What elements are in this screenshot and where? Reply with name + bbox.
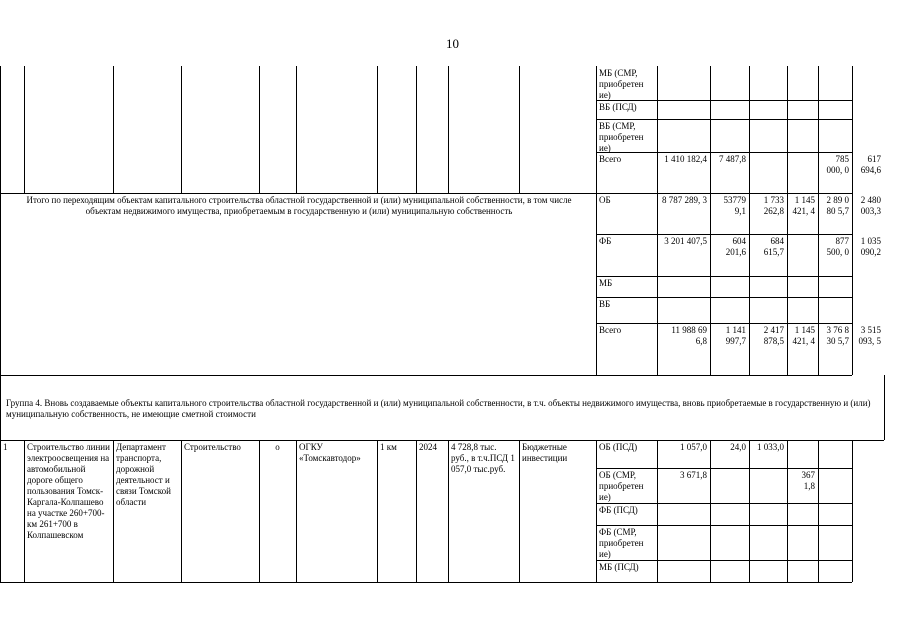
grid-line xyxy=(377,440,378,582)
amount-cell: 7 487,8 xyxy=(719,154,746,164)
grid-line xyxy=(852,193,853,375)
grid-line xyxy=(710,66,711,193)
amount-cell: 785 000, 0 xyxy=(826,154,849,175)
grid-line xyxy=(596,323,852,324)
amount-cell: 8 787 289, 3 xyxy=(662,195,707,205)
amount-cell: 2 89 0 80 5,7 xyxy=(826,195,849,216)
table-row-border xyxy=(0,375,852,376)
grid-line xyxy=(0,66,1,193)
grid-line xyxy=(259,66,260,193)
group4-heading: Группа 4. Вновь создаваемые объекты капитального строительства областной государственной и (или) муниципальной собственности, в т.ч. объекты недвижимого имущества, вновь приобретаемые в государственную и (или) муниципальную собственность, не имеющие сметной стоимости xyxy=(6,398,871,419)
grid-line xyxy=(448,66,449,193)
grid-line xyxy=(181,66,182,193)
grid-line xyxy=(416,440,417,582)
funding-source-label: ВБ xyxy=(599,299,611,309)
grid-line xyxy=(657,66,658,193)
grid-line xyxy=(596,276,852,277)
item-capacity-cell: 1 км xyxy=(380,442,397,452)
grid-line xyxy=(377,66,378,193)
funding-source-label: ОБ (ПСД) xyxy=(599,442,638,452)
table-row-border xyxy=(0,582,852,583)
grid-line xyxy=(596,234,852,235)
funding-source-label: Всего xyxy=(599,325,622,335)
amount-cell: 1 410 182,4 xyxy=(664,154,707,164)
amount-cell: 1 035 090,2 xyxy=(860,236,881,257)
amount-cell: 2 480 003,3 xyxy=(860,195,881,216)
amount-cell: 3 201 407,5 xyxy=(664,236,707,246)
grid-line xyxy=(596,560,852,561)
amount-cell: 53779 9,1 xyxy=(723,195,746,216)
grid-line xyxy=(259,440,260,582)
grid-line xyxy=(0,193,1,375)
funding-source-label: ОБ (СМР, приобретен ие) xyxy=(599,470,644,502)
grid-line xyxy=(448,440,449,582)
grid-line xyxy=(787,193,788,375)
amount-cell: 1 733 262,8 xyxy=(763,195,784,216)
grid-line xyxy=(596,468,852,469)
grid-line xyxy=(596,119,852,120)
grid-line xyxy=(710,193,711,375)
grid-line xyxy=(596,503,852,504)
total-label: Итого по переходящим объектам капитального строительства областной государственной и (или) муниципальной собственности, в том числе объектам недвижимого имущества, приобретаемым в государственную и (или) муниципальную собственность xyxy=(26,195,572,216)
amount-cell: 1 145 421, 4 xyxy=(792,195,815,216)
table-row-border xyxy=(0,440,884,441)
funding-source-label: ФБ (ПСД) xyxy=(599,505,638,515)
grid-line xyxy=(24,66,25,193)
grid-line xyxy=(596,66,597,193)
grid-line xyxy=(818,66,819,193)
table-row-border xyxy=(0,193,852,194)
funding-source-label: ОБ xyxy=(599,195,611,205)
grid-line xyxy=(113,66,114,193)
grid-line xyxy=(596,193,597,375)
item-form-cell: Бюджетные инвестиции xyxy=(522,442,568,463)
funding-source-label: МБ (СМР, приобретен ие) xyxy=(599,68,644,100)
amount-cell: 3 515 093, 5 xyxy=(858,325,881,346)
grid-line xyxy=(519,440,520,582)
amount-cell: 367 1,8 xyxy=(801,470,815,491)
grid-line xyxy=(113,440,114,582)
item-dept-cell: Департамент транспорта, дорожной деятельност и связи Томской области xyxy=(116,442,171,507)
grid-line xyxy=(657,193,658,375)
amount-cell: 2 417 878,5 xyxy=(763,325,784,346)
item-kind-cell: Строительство xyxy=(184,442,241,452)
funding-source-label: МБ (ПСД) xyxy=(599,562,639,572)
grid-line xyxy=(818,193,819,375)
funding-source-label: ВБ (СМР, приобретен ие) xyxy=(599,121,644,153)
amount-cell: 684 615,7 xyxy=(763,236,784,257)
amount-cell: 1 141 997,7 xyxy=(725,325,746,346)
item-cost-cell: 4 728,8 тыс. руб., в т.ч.ПСД 1 057,0 тыс.руб. xyxy=(451,442,515,474)
grid-line xyxy=(0,375,1,440)
grid-line xyxy=(519,66,520,193)
item-year-cell: 2024 xyxy=(419,442,437,452)
funding-source-label: ФБ (СМР, приобретен ие) xyxy=(599,527,644,559)
item-mark-cell: о xyxy=(275,442,280,452)
grid-line xyxy=(749,193,750,375)
grid-line xyxy=(296,66,297,193)
amount-cell: 3 671,8 xyxy=(680,470,707,480)
funding-source-label: Всего xyxy=(599,154,622,164)
amount-cell: 604 201,6 xyxy=(725,236,746,257)
funding-source-label: МБ xyxy=(599,278,613,288)
grid-line xyxy=(24,440,25,582)
grid-line xyxy=(787,66,788,193)
item-customer-cell: ОГКУ «Томскавтодор» xyxy=(299,442,361,463)
amount-cell: 1 145 421, 4 xyxy=(792,325,815,346)
grid-line xyxy=(852,440,853,582)
amount-cell: 24,0 xyxy=(730,442,746,452)
item-name-cell: Строительство линии электроосвещения на автомобильной дороге общего пользования Томск-Каргала-Колпашево на участке 260+700-км 261+700 в Колпашевском xyxy=(27,442,110,540)
grid-line xyxy=(181,440,182,582)
amount-cell: 3 76 8 30 5,7 xyxy=(826,325,849,346)
amount-cell: 877 500, 0 xyxy=(826,236,849,257)
funding-source-label: ВБ (ПСД) xyxy=(599,102,637,112)
grid-line xyxy=(749,66,750,193)
grid-line xyxy=(416,66,417,193)
amount-cell: 11 988 69 6,8 xyxy=(671,325,707,346)
grid-line xyxy=(0,440,1,582)
grid-line xyxy=(596,525,852,526)
amount-cell: 1 057,0 xyxy=(680,442,707,452)
grid-line xyxy=(296,440,297,582)
item-num-cell: 1 xyxy=(3,442,8,452)
grid-line xyxy=(852,66,853,193)
grid-line xyxy=(884,375,885,440)
amount-cell: 617 694,6 xyxy=(860,154,881,175)
amount-cell: 1 033,0 xyxy=(757,442,784,452)
funding-source-label: ФБ xyxy=(599,236,612,246)
grid-line xyxy=(596,297,852,298)
page-number: 10 xyxy=(446,36,459,51)
